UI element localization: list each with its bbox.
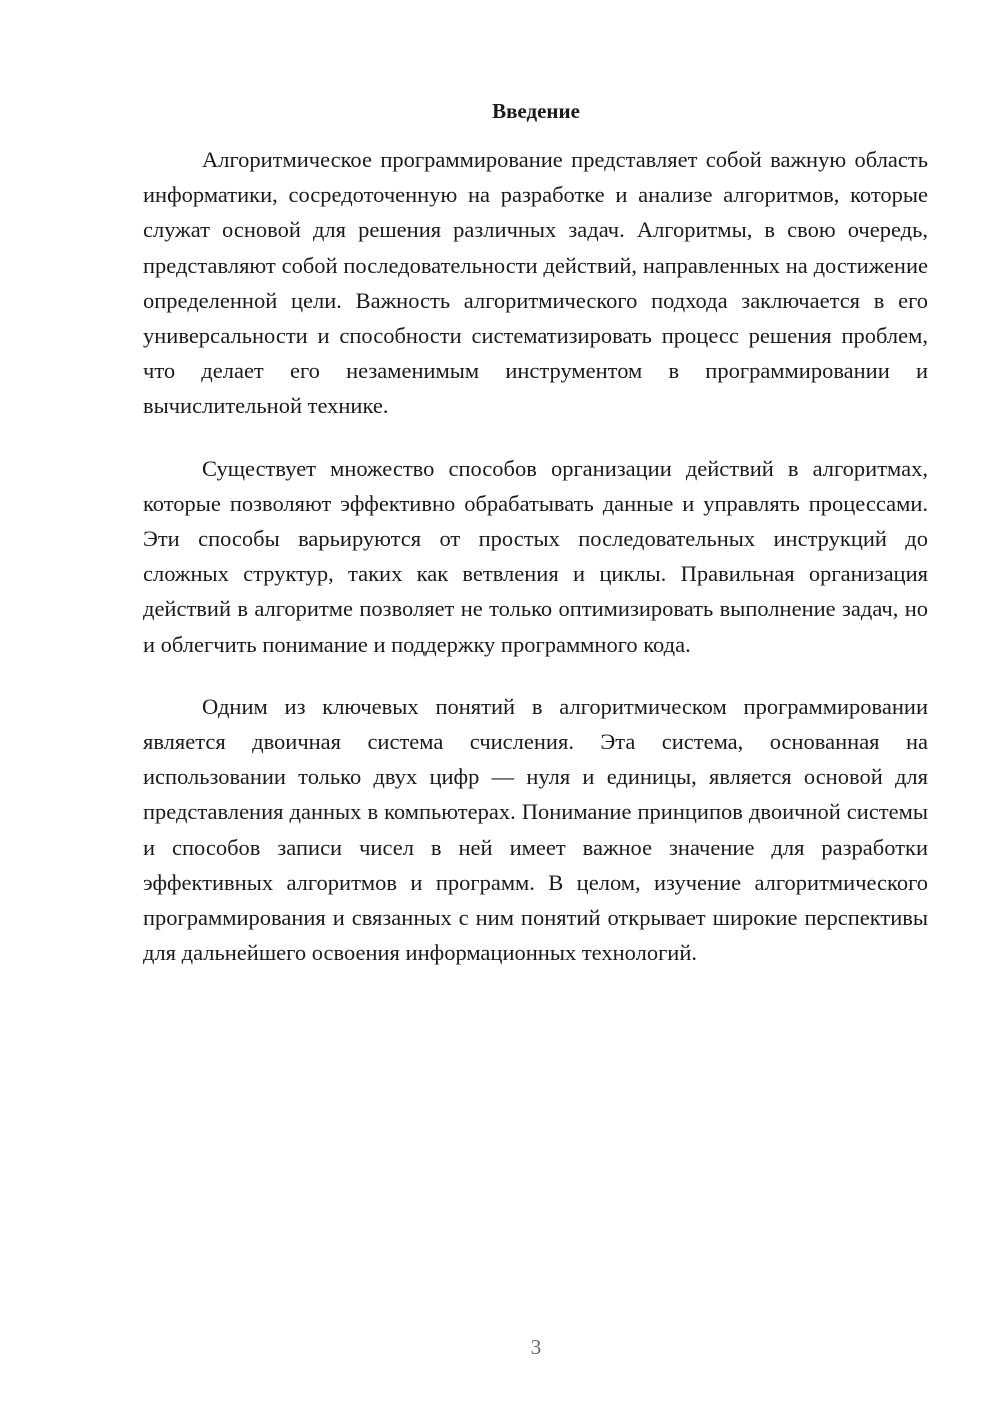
paragraph-1: Алгоритмическое программирование представляет собой важную область информатики, сосредоточенную на разработке и анализе алгоритмов, которые служат основой для решения различных задач. Алгоритмы, в свою очередь, представляют собой последовательности действий, направленных на достижение определенной цели. Важность алгоритмического подхода заключается в его универсальности и способности систематизировать процесс решения проблем, что делает его незаменимым инструментом в программировании и вычислительной технике. xyxy=(143,147,928,419)
paragraph-2: Существует множество способов организации действий в алгоритмах, которые позволяют эффективно обрабатывать данные и управлять процессами. Эти способы варьируются от простых последовательных инструкций до сложных структур, таких как ветвления и циклы. Правильная организация действий в алгоритме позволяет не только оптимизировать выполнение задач, но и облегчить понимание и поддержку программного кода. xyxy=(143,455,928,657)
paragraph-3: Одним из ключевых понятий в алгоритмическом программировании является двоичная система счисления. Эта система, основанная на использовании только двух цифр — нуля и единицы, является основой для представления данных в компьютерах. Понимание принципов двоичной системы и способов записи чисел в ней имеет важное значение для разработки эффективных алгоритмов и программ. В целом, изучение алгоритмического программирования и связанных с ним понятий открывает широкие перспективы для дальнейшего освоения информационных технологий. xyxy=(143,693,928,966)
body-text xyxy=(143,142,928,997)
page-number: 3 xyxy=(530,1335,542,1359)
section-title: Введение xyxy=(492,99,580,123)
